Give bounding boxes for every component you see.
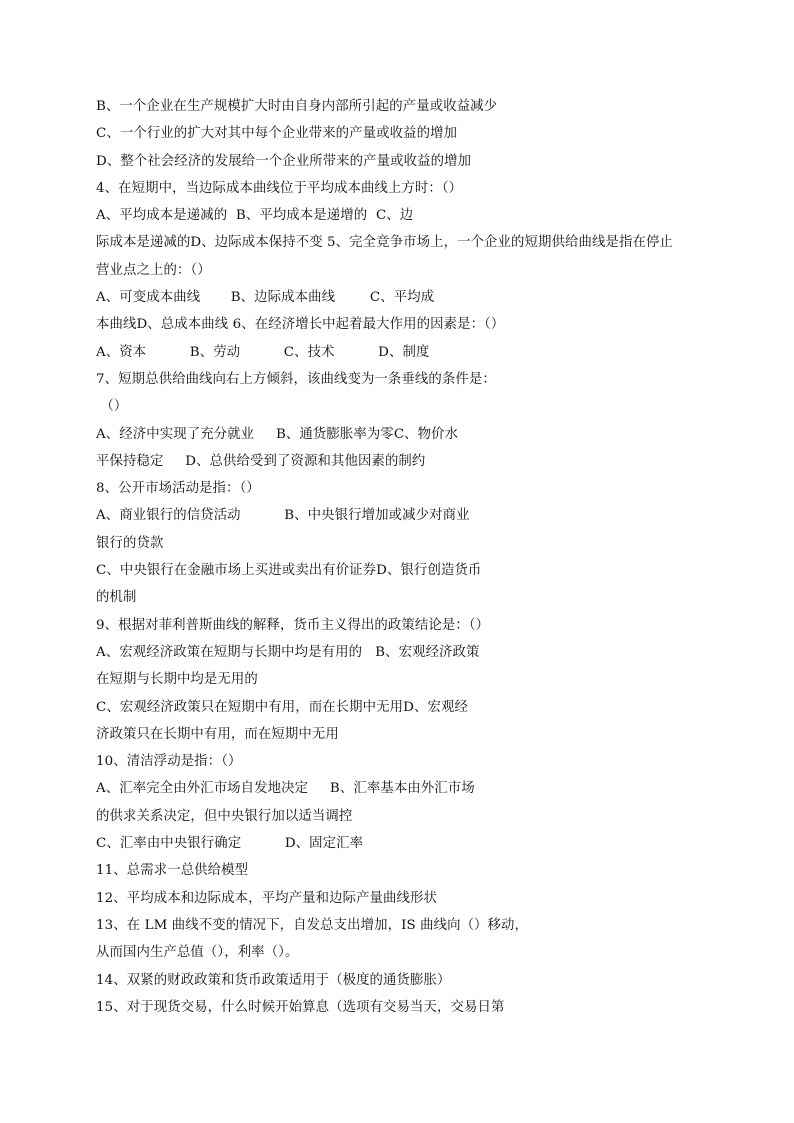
text-line: A、可变成本曲线 B、边际成本曲线 C、平均成 [96,290,435,306]
text-line: A、商业银行的信贷活动 B、中央银行增加或减少对商业 [96,508,470,524]
question-9: 9、根据对菲利普斯曲线的解释，货币主义得出的政策结论是：（） [96,617,490,633]
text-line: 在短期与长期中均是无用的 [96,672,258,688]
text-line: B、一个企业在生产规模扩大时由自身内部所引起的产量或收益减少 [96,99,498,114]
text-line: C、汇率由中央银行确定 D、固定汇率 [96,836,364,852]
question-10: 10、清洁浮动是指：（） [96,754,242,770]
question-8: 8、公开市场活动是指：（） [96,481,260,497]
question-13: 13、在 LM 曲线不变的情况下，自发总支出增加，IS 曲线向（）移动， [96,917,529,933]
text-line: C、中央银行在金融市场上买进或卖出有价证券D、银行创造货币 [96,563,482,579]
question-14: 14、双紧的财政政策和货币政策适用于（极度的通货膨胀） [96,972,451,988]
text-line: D、整个社会经济的发展给一个企业所带来的产量或收益的增加 [96,153,472,169]
question-4: 4、在短期中，当边际成本曲线位于平均成本曲线上方时：（） [96,180,463,196]
question-11: 11、总需求一总供给模型 [96,863,249,879]
text-line: A、宏观经济政策在短期与长期中均是有用的 B、宏观经济政策 [96,644,480,660]
text-line: 从而国内生产总值（），利率（）。 [96,945,299,961]
text-line: 本曲线D、总成本曲线 6、在经济增长中起着最大作用的因素是：（） [96,317,505,333]
text-line: C、宏观经济政策只在短期中有用，而在长期中无用D、宏观经 [96,699,468,715]
text-line: 营业点之上的：（） [96,262,211,278]
text-line: （） [96,399,128,415]
text-line: 际成本是递减的D、边际成本保持不变 5、完全竞争市场上，一个企业的短期供给曲线是指在停止 [96,235,673,251]
text-line: A、汇率完全由外汇市场自发地决定 B、汇率基本由外汇市场 [96,781,475,797]
question-15: 15、对于现货交易，什么时候开始算息（选项有交易当天，交易日第 [96,999,505,1015]
text-line: 银行的贷款 [96,535,164,551]
text-line: 的机制 [96,590,137,606]
text-line: A、经济中实现了充分就业 B、通货膨胀率为零C、物价水 [96,426,459,442]
text-line: A、平均成本是递减的 B、平均成本是递增的 C、边 [96,208,414,224]
question-7: 7、短期总供给曲线向右上方倾斜，该曲线变为一条垂线的条件是： [96,371,496,387]
document-body [96,93,736,1021]
question-12: 12、平均成本和边际成本，平均产量和边际产量曲线形状 [96,890,438,906]
text-line: 平保持稳定 D、总供给受到了资源和其他因素的制约 [96,453,426,469]
text-line: A、资本 B、劳动 C、技术 D、制度 [96,344,430,360]
text-line: 的供求关系决定，但中央银行加以适当调控 [96,808,353,824]
text-line: 济政策只在长期中有用，而在短期中无用 [96,726,339,742]
text-line: C、一个行业的扩大对其中每个企业带来的产量或收益的增加 [96,126,458,142]
